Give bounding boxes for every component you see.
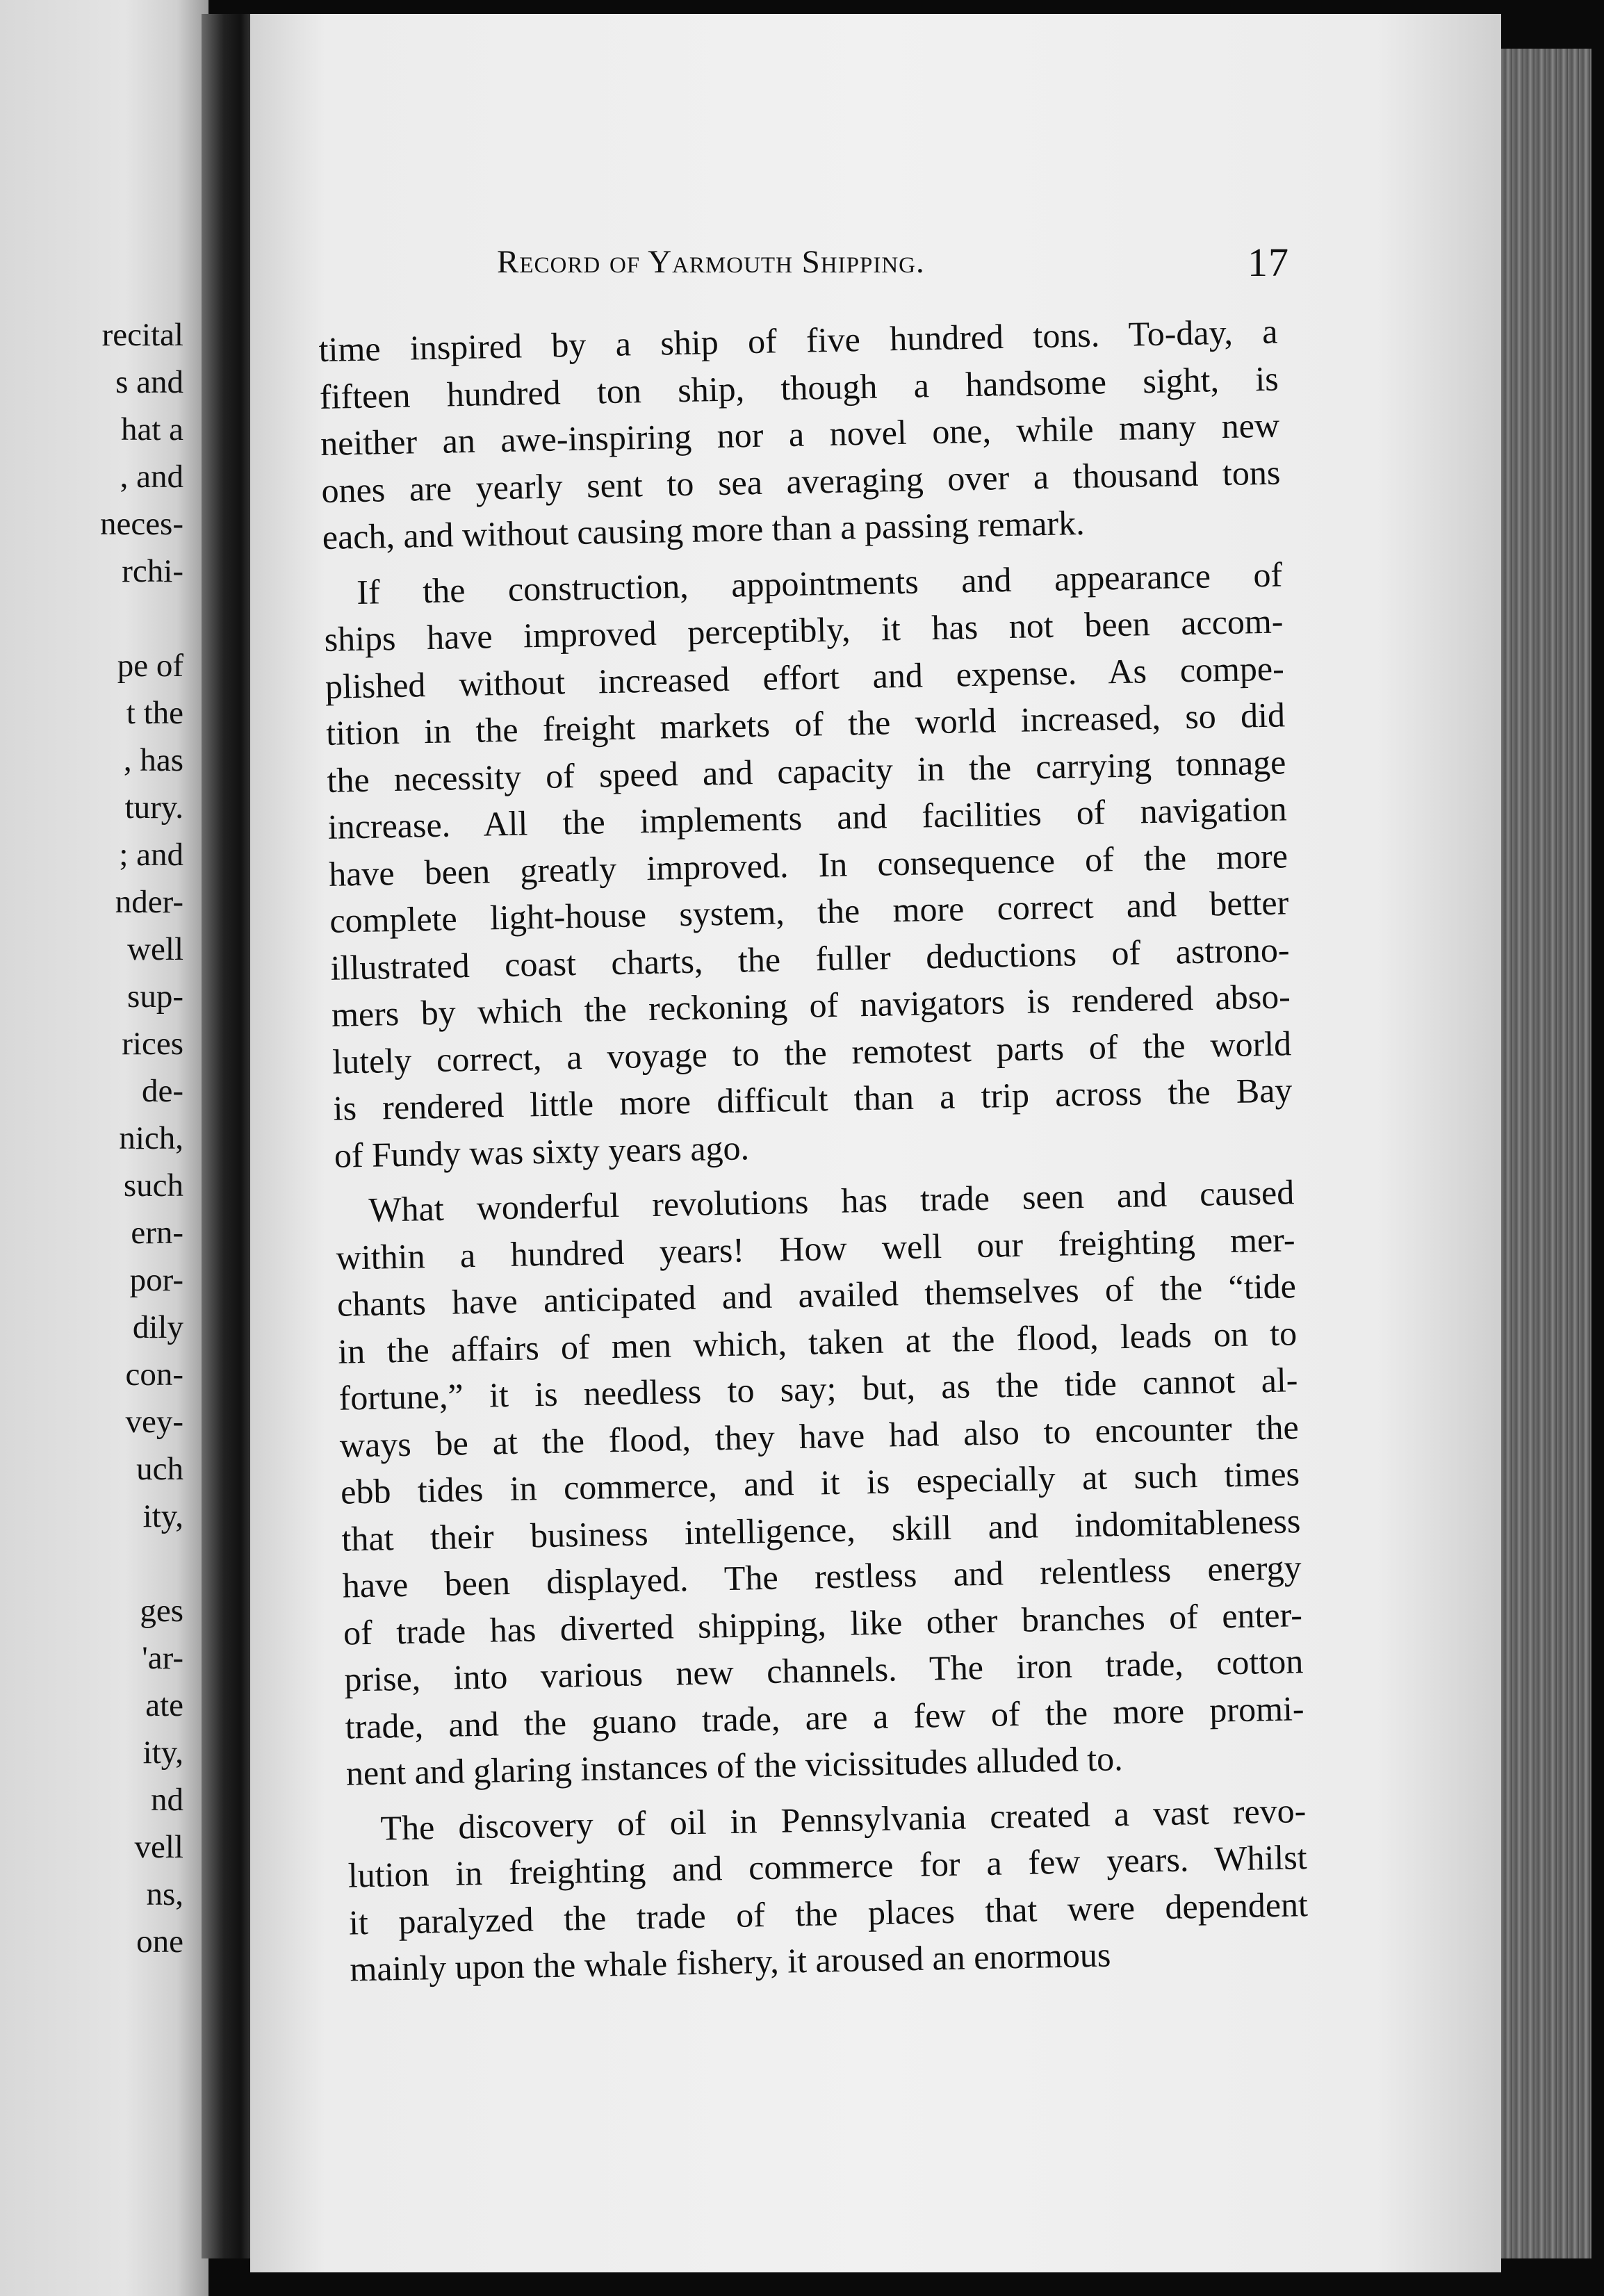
- left-page-line: con-: [125, 1356, 183, 1393]
- left-page-line: rices: [122, 1026, 183, 1062]
- text-line: ebb tides in commerce, and it is especially at such times: [340, 1454, 1300, 1511]
- text-line: plished without increased effort and expense. As compe-: [325, 648, 1285, 706]
- text-line: nent and glaring instances of the vicissitudes alluded to.: [345, 1739, 1124, 1793]
- text-line: ships have improved perceptibly, it has not been accom-: [324, 601, 1284, 659]
- left-page-line: such: [123, 1167, 183, 1204]
- text-line: lutely correct, a voyage to the remotest parts of the world: [332, 1023, 1292, 1081]
- text-line: trade, and the guano trade, are a few of the more promi-: [345, 1688, 1304, 1746]
- left-page-line: [31, 1540, 183, 1587]
- text-line: within a hundred years! How well our freighting mer-: [336, 1219, 1295, 1277]
- left-page-line: nich,: [119, 1120, 183, 1156]
- left-page-line: one: [136, 1924, 183, 1960]
- text-line: ones are yearly sent to sea averaging over a thousand tons: [320, 452, 1281, 510]
- text-line: have been greatly improved. In consequence of the more: [328, 835, 1288, 894]
- text-line: each, and without causing more than a passing remark.: [322, 502, 1086, 557]
- text-line: that their business intelligence, skill and indomitableness: [341, 1500, 1301, 1559]
- left-page-line: recital: [101, 317, 183, 353]
- left-page-line: t the: [126, 695, 183, 731]
- left-page-line: vell: [134, 1829, 183, 1865]
- text-line: increase. All the implements and facilities of navigation: [327, 789, 1288, 846]
- left-page-line: , and: [120, 459, 183, 495]
- text-line: chants have anticipated and availed themselves of the “tide: [336, 1266, 1297, 1324]
- text-line: What wonderful revolutions has trade seen and caused: [368, 1172, 1295, 1229]
- left-page-line: s and: [115, 364, 183, 400]
- left-page-line: ges: [140, 1593, 183, 1629]
- text-line: it paralyzed the trade of the places that were dependent: [348, 1884, 1309, 1942]
- page-edges: [1501, 49, 1591, 2258]
- left-page-line: ns,: [146, 1876, 183, 1912]
- left-page-line: dily: [132, 1309, 183, 1345]
- left-page-text: [31, 311, 183, 1965]
- left-page-line: pe of: [117, 648, 183, 684]
- text-line: in the affairs of men which, taken at the flood, leads on to: [337, 1313, 1298, 1371]
- left-page-line: well: [127, 931, 183, 967]
- left-page-line: [31, 595, 183, 642]
- text-line: prise, into various new channels. The iron trade, cotton: [343, 1641, 1304, 1699]
- left-page-line: ity,: [142, 1498, 183, 1534]
- text-line: of trade has diverted shipping, like other branches of enter-: [343, 1594, 1303, 1653]
- text-line: complete light-house system, the more correct and better: [329, 883, 1289, 940]
- left-page-line: nder-: [115, 884, 183, 920]
- left-page-line: , has: [123, 742, 183, 778]
- text-line: have been displayed. The restless and relentless energy: [342, 1548, 1302, 1605]
- running-head: [497, 240, 1289, 285]
- text-line: illustrated coast charts, the fuller deductions of astrono-: [330, 929, 1290, 987]
- text-line: mers by which the reckoning of navigators is rendered abso-: [331, 976, 1291, 1034]
- text-line: fifteen hundred ton ship, though a handsome sight, is: [319, 358, 1279, 416]
- text-line: ways be at the flood, they have had also to encounter the: [339, 1407, 1300, 1465]
- paragraph: [323, 551, 1294, 1179]
- text-line: If the construction, appointments and appearance of: [356, 554, 1283, 612]
- left-page-line: uch: [136, 1451, 183, 1487]
- text-line: lution in freighting and commerce for a few years. Whilst: [347, 1837, 1308, 1895]
- left-page-line: tury.: [124, 789, 183, 826]
- left-facing-page: [0, 0, 208, 2296]
- text-line: of Fundy was sixty years ago.: [334, 1127, 750, 1175]
- left-page-line: ern-: [131, 1215, 183, 1251]
- left-page-line: rchi-: [122, 553, 183, 589]
- text-line: neither an awe-inspiring nor a novel one, while many new: [320, 405, 1280, 463]
- left-page-line: ate: [145, 1687, 183, 1723]
- paragraph: [335, 1169, 1306, 1797]
- left-page-line: neces-: [99, 506, 183, 542]
- text-line: is rendered little more difficult than a trip across the Bay: [333, 1070, 1293, 1128]
- left-page-line: nd: [151, 1782, 183, 1818]
- left-page-line: 'ar-: [142, 1640, 183, 1676]
- page-number: 17: [1247, 240, 1289, 285]
- left-page-line: hat a: [120, 411, 183, 448]
- text-line: tition in the freight markets of the world increased, so did: [325, 695, 1286, 753]
- paragraph: [347, 1787, 1309, 1993]
- text-line: The discovery of oil in Pennsylvania created a vast revo-: [379, 1790, 1307, 1848]
- book-gutter: [202, 14, 257, 2258]
- body-text: [318, 309, 1309, 2002]
- left-page-line: sup-: [127, 978, 183, 1015]
- running-title: Record of Yarmouth Shipping.: [497, 244, 925, 280]
- left-page-line: de-: [141, 1073, 183, 1109]
- left-page-line: ; and: [119, 837, 183, 873]
- text-line: time inspired by a ship of five hundred tons. To-day, a: [318, 311, 1278, 369]
- left-page-line: ity,: [142, 1735, 183, 1771]
- text-line: mainly upon the whale fishery, it aroused an enormous: [349, 1935, 1111, 1989]
- text-line: the necessity of speed and capacity in the carrying tonnage: [326, 741, 1286, 800]
- paragraph: [318, 309, 1282, 561]
- text-line: fortune,” it is needless to say; but, as the tide cannot al-: [338, 1360, 1298, 1418]
- left-page-line: vey-: [125, 1404, 183, 1440]
- left-page-line: por-: [129, 1262, 183, 1298]
